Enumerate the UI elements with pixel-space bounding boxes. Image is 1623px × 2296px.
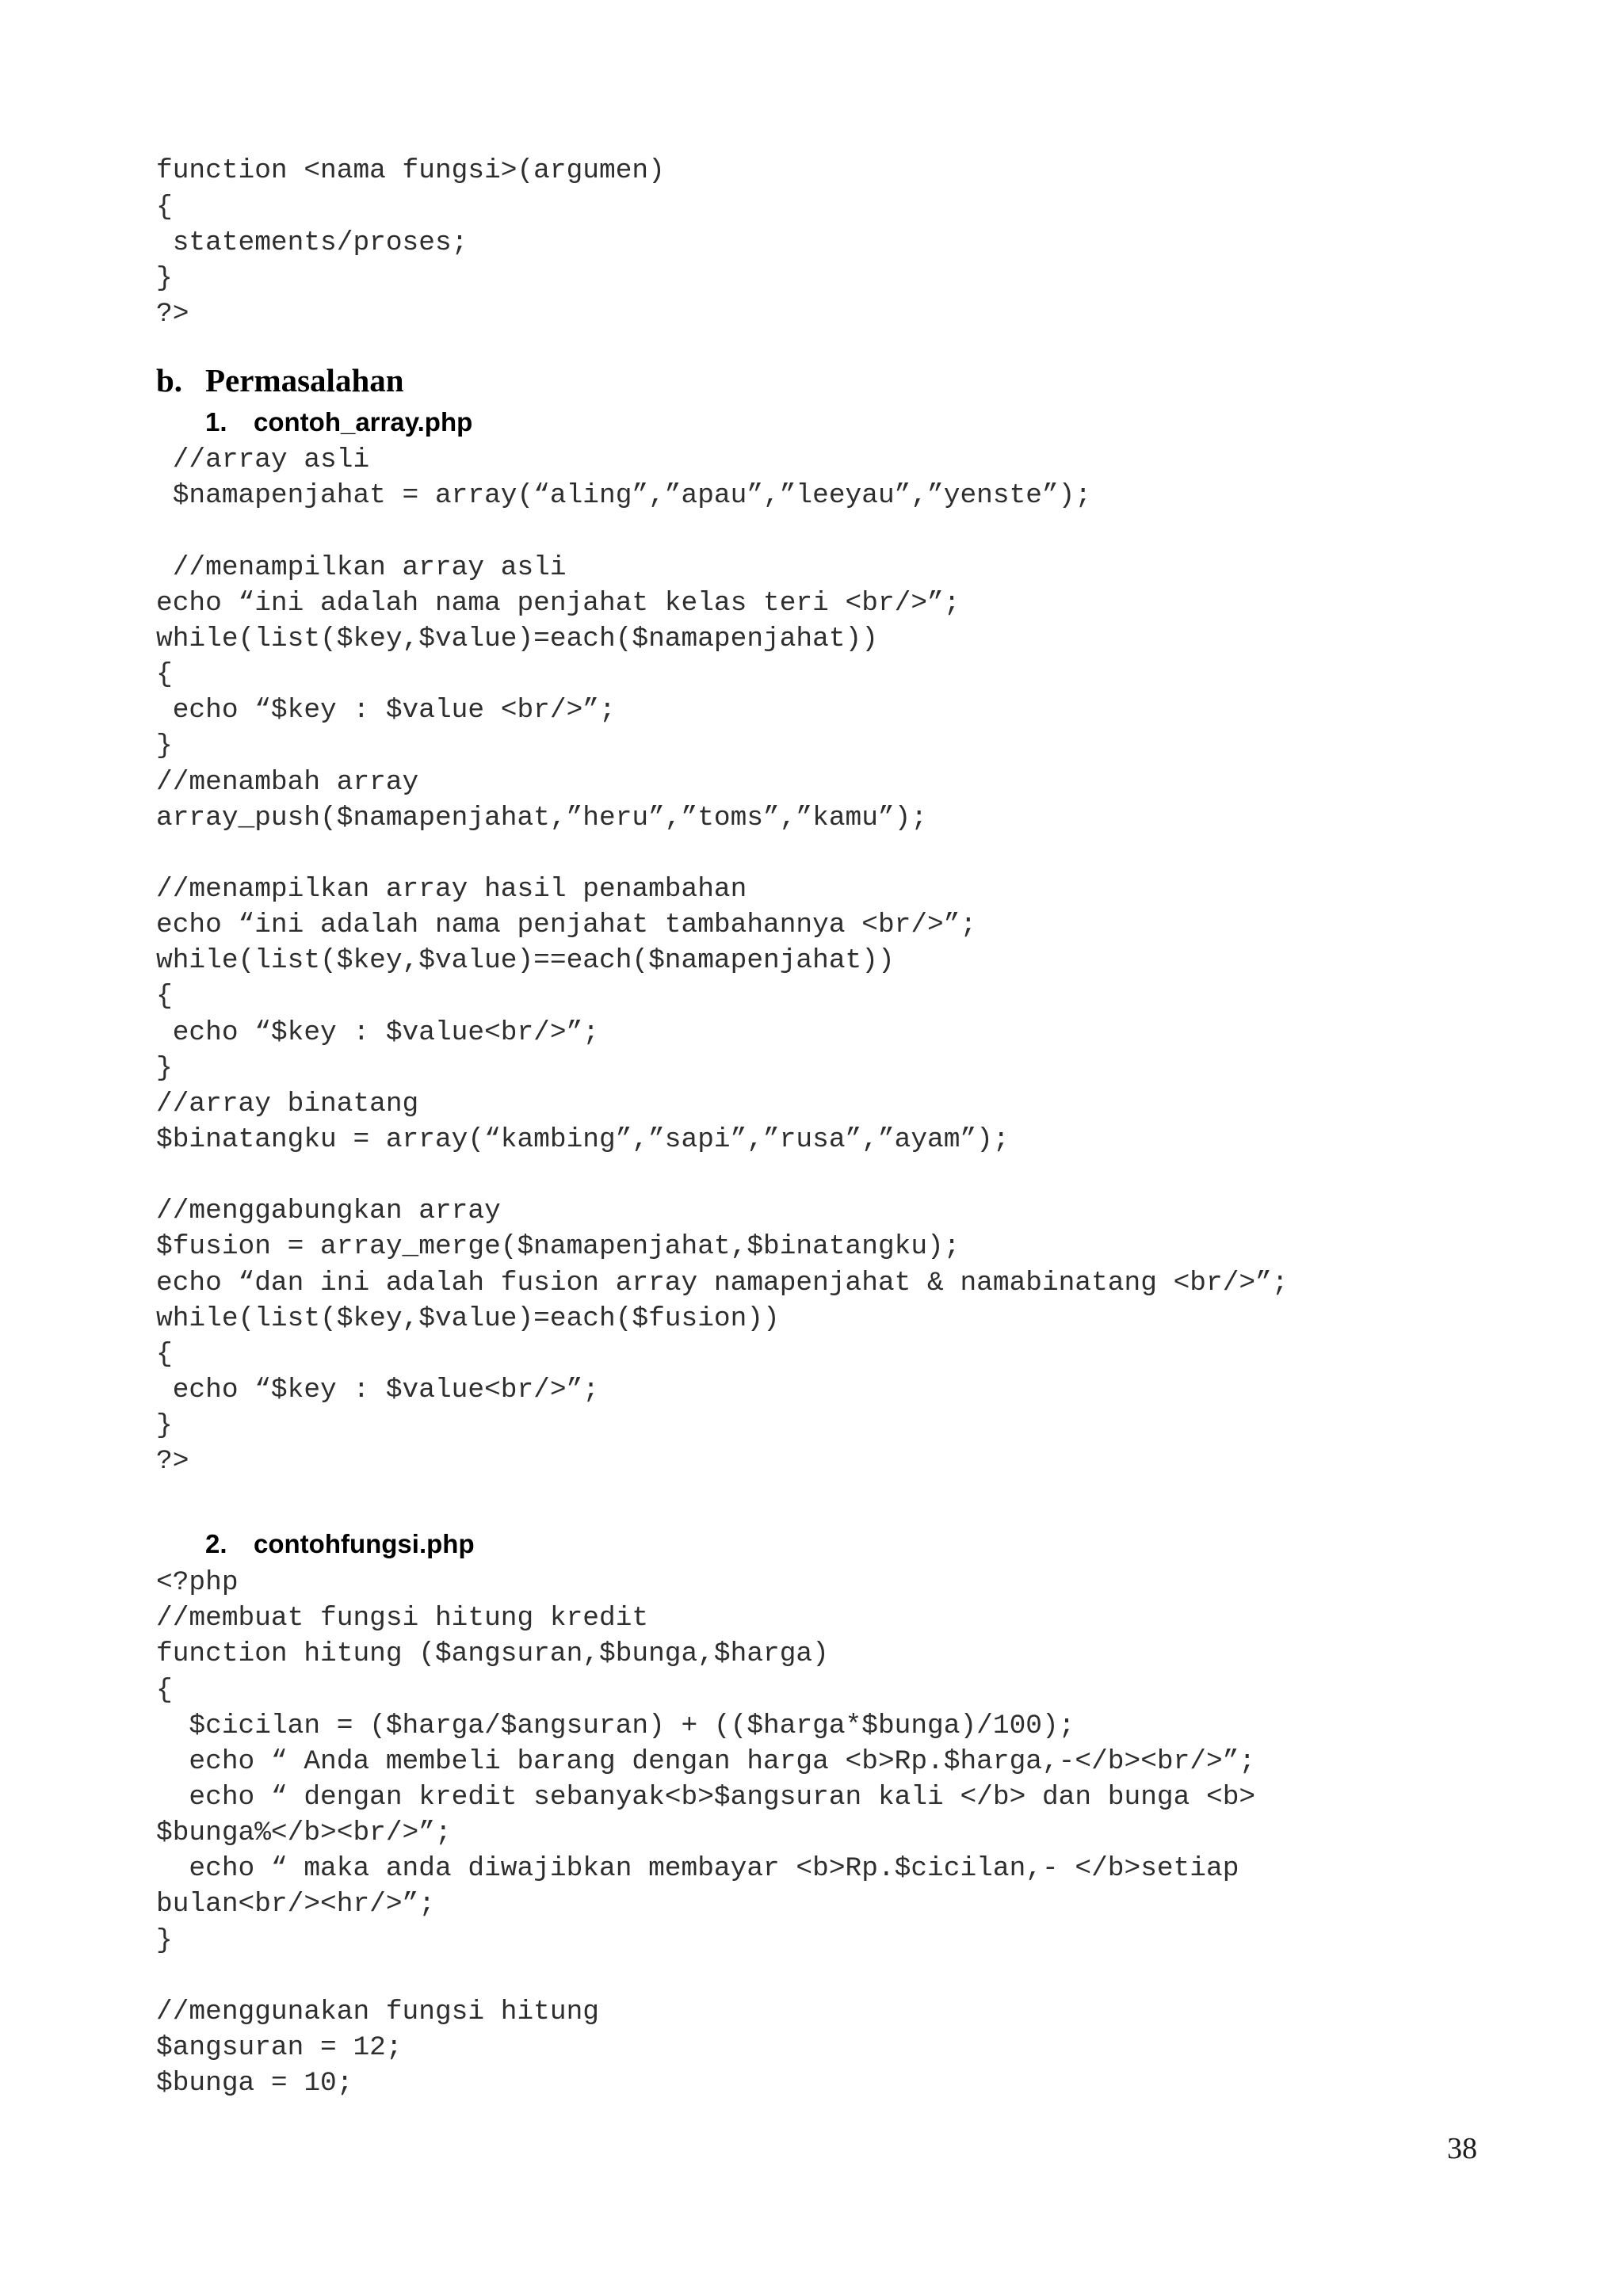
blank-line	[156, 514, 1289, 550]
code-line: {	[156, 981, 173, 1013]
code-line: while(list($key,$value)==each($namapenjahat))	[156, 945, 895, 977]
code-line: }	[156, 1924, 173, 1956]
code-line: echo “ dengan kredit sebanyak<b>$angsuran kali </b> dan bunga <b>	[156, 1781, 1256, 1813]
code-line: while(list($key,$value)=each($fusion))	[156, 1302, 780, 1334]
code-line: //membuat fungsi hitung kredit	[156, 1603, 649, 1634]
code-line: }	[156, 730, 173, 762]
code-line: $angsuran = 12;	[156, 2031, 403, 2063]
code-line: }	[156, 1410, 173, 1442]
code-line: ?>	[156, 1446, 189, 1478]
code-line: {	[156, 191, 173, 223]
code-line: {	[156, 1338, 173, 1370]
item-heading	[205, 1527, 681, 1562]
blank-line	[156, 836, 1289, 871]
code-line: $bunga%</b><br/>”;	[156, 1817, 452, 1849]
code-line: //menampilkan array hasil penambahan	[156, 873, 747, 905]
code-line: //menampilkan array asli	[156, 551, 567, 583]
code-line: echo “ini adalah nama penjahat tambahannya <br/>”;	[156, 910, 977, 941]
code-line: $fusion = array_merge($namapenjahat,$binatangku);	[156, 1231, 960, 1263]
intro-code-block	[156, 153, 665, 332]
code-line: echo “ maka anda diwajibkan membayar <b>Rp.$cicilan,- </b>setiap	[156, 1853, 1239, 1885]
code-line: $namapenjahat = array(“aling”,”apau”,”leeyau”,”yenste”);	[156, 480, 1092, 512]
code-line: echo “$key : $value<br/>”;	[156, 1016, 599, 1048]
code-line: }	[156, 1052, 173, 1084]
code-line: echo “ Anda membeli barang dengan harga <b>Rp.$harga,-</b><br/>”;	[156, 1745, 1256, 1777]
code-line: //menambah array	[156, 766, 419, 798]
code-line: $binatangku = array(“kambing”,”sapi”,”rusa”,”ayam”);	[156, 1123, 1010, 1155]
item-number: 1.	[205, 406, 227, 437]
code-line: echo “dan ini adalah fusion array namapenjahat & namabinatang <br/>”;	[156, 1267, 1289, 1299]
item-heading	[205, 405, 681, 440]
code-line: statements/proses;	[156, 227, 468, 258]
code-line: //menggunakan fungsi hitung	[156, 1996, 599, 2027]
code-line: $bunga = 10;	[156, 2068, 353, 2100]
blank-line	[156, 1158, 1289, 1193]
code-line: $cicilan = ($harga/$angsuran) + (($harga*$bunga)/100);	[156, 1710, 1075, 1741]
code-line: //array binatang	[156, 1088, 419, 1119]
code-line: {	[156, 659, 173, 691]
section-title: Permasalahan	[205, 362, 404, 399]
code-line: ?>	[156, 298, 189, 330]
code-line: while(list($key,$value)=each($namapenjahat))	[156, 624, 878, 654]
code-block	[156, 1565, 1255, 2101]
blank-line	[156, 1958, 1255, 1994]
code-line: function <nama fungsi>(argumen)	[156, 155, 665, 187]
item-number: 2.	[205, 1529, 227, 1559]
item-filename: contohfungsi.php	[254, 1529, 475, 1559]
code-line: array_push($namapenjahat,”heru”,”toms”,”kamu”);	[156, 802, 928, 833]
code-line: echo “$key : $value<br/>”;	[156, 1374, 599, 1405]
code-line: bulan<br/><hr/>”;	[156, 1889, 435, 1920]
code-line: //array asli	[156, 444, 370, 476]
code-line: <?php	[156, 1567, 239, 1599]
item-filename: contoh_array.php	[254, 406, 473, 437]
section-marker: b.	[156, 362, 183, 399]
code-line: }	[156, 262, 173, 294]
code-block	[156, 442, 1289, 1479]
code-line: {	[156, 1674, 173, 1706]
page-number: 38	[1447, 2132, 1477, 2165]
code-line: //menggabungkan array	[156, 1196, 501, 1227]
code-line: echo “$key : $value <br/>”;	[156, 695, 616, 727]
section-heading	[156, 360, 632, 400]
code-line: echo “ini adalah nama penjahat kelas teri <br/>”;	[156, 587, 960, 619]
code-line: function hitung ($angsuran,$bunga,$harga)	[156, 1638, 829, 1670]
